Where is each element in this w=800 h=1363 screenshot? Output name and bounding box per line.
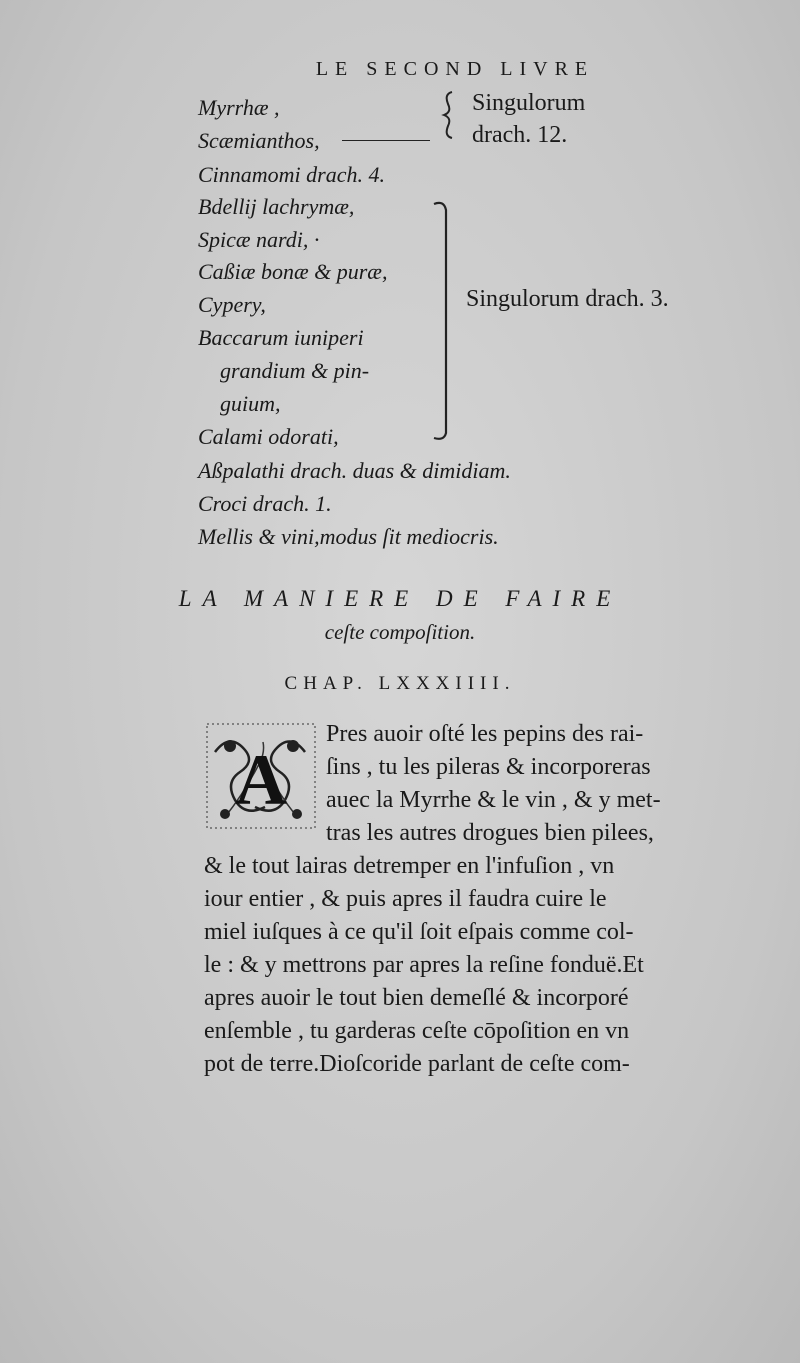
recipe-item: Caßiæ bonæ & puræ, [198, 259, 388, 284]
chapter-title: LA MANIERE DE FAIRE [178, 586, 622, 611]
recipe-item: grandium & pin- [220, 358, 370, 383]
recipe-item: guium, [220, 391, 281, 416]
body-line: auec la Myrrhe & le vin , & y met- [326, 787, 661, 813]
body-line: apres auoir le tout bien demeſlé & incorporé [204, 985, 629, 1011]
chapter-subtitle: ceſte compoſition. [324, 620, 476, 644]
body-line: & le tout lairas detremper en l'infuſion , vn [204, 853, 615, 879]
decorated-initial-icon [205, 722, 317, 830]
body-line: ſins , tu les pileras & incorporeras [326, 754, 651, 780]
recipe-item-myrrha: Myrrhæ , [198, 95, 280, 120]
group2-note: Singulorum drach. 3. [466, 286, 669, 312]
body-line: pot de terre.Dioſcoride parlant de ceſte com- [204, 1051, 630, 1077]
recipe-item: Calami odorati, [198, 424, 339, 449]
recipe-item-mellis: Mellis & vini,modus ſit mediocris. [198, 524, 499, 549]
recipe-item: Spicæ nardi, · [198, 227, 320, 252]
recipe-item: Bdellij lachrymæ, [198, 194, 355, 219]
body-line: enſemble , tu garderas ceſte cōpoſition en vn [204, 1018, 630, 1044]
brace-group1 [440, 90, 456, 140]
chapter-number: CHAP. LXXXIIII. [284, 673, 516, 694]
dropcap-letter: A [235, 740, 287, 820]
bracket-group2 [432, 198, 454, 443]
recipe-item-aspalathi: Aßpalathi drach. duas & dimidiam. [198, 458, 511, 483]
recipe-item-croci: Croci drach. 1. [198, 491, 332, 516]
body-line: Pres auoir oſté les pepins des rai- [326, 721, 644, 747]
leader-line [342, 140, 430, 141]
recipe-item: Cypery, [198, 292, 266, 317]
body-line: tras les autres drogues bien pilees, [326, 820, 654, 846]
recipe-item-scaemianthos: Scæmianthos, [198, 128, 320, 153]
body-line: iour entier , & puis apres il faudra cuire le [204, 886, 607, 912]
body-line: miel iuſques à ce qu'il ſoit eſpais comme col- [204, 919, 634, 945]
group1-note-line1: Singulorum [472, 90, 586, 116]
recipe-item-cinnamomi: Cinnamomi drach. 4. [198, 162, 385, 187]
running-header: LE SECOND LIVRE [315, 58, 595, 80]
recipe-item: Baccarum iuniperi [198, 325, 364, 350]
body-line: le : & y mettrons par apres la reſine fonduë.Et [204, 952, 644, 978]
group1-note-line2: drach. 12. [472, 122, 568, 148]
